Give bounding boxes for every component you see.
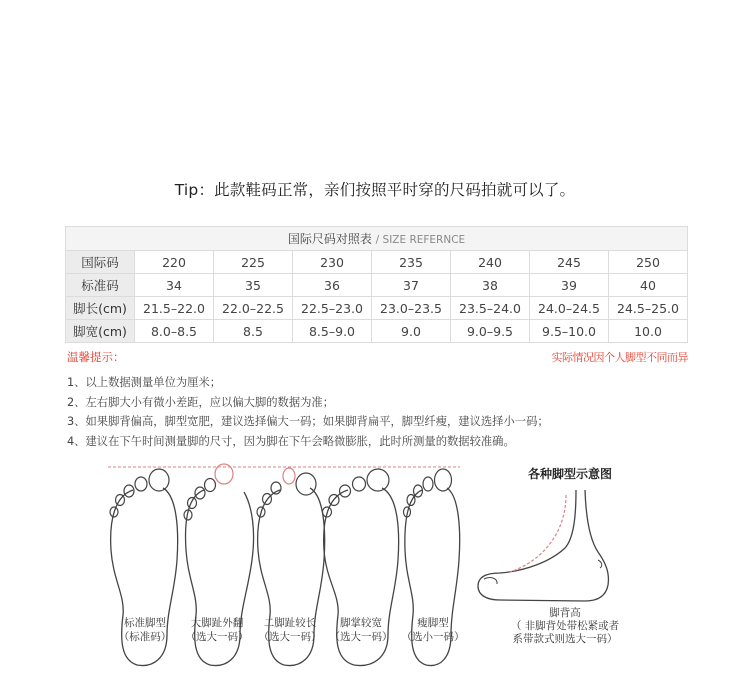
tip-item: 4、建议在下午时间测量脚的尺寸，因为脚在下午会略微膨胀，此时所测量的数据较准确。: [67, 434, 515, 448]
high-instep-name: 脚背高: [549, 607, 581, 619]
tip-text: Tip：此款鞋码正常，亲们按照平时穿的尺码拍就可以了。: [174, 181, 576, 199]
table-cell: 22.5–23.0: [293, 297, 372, 320]
table-cell: 36: [293, 274, 372, 297]
table-cell: 37: [372, 274, 451, 297]
row-header: 国际码: [66, 251, 135, 274]
table-cell: 24.5–25.0: [609, 297, 688, 320]
table-cell: 220: [135, 251, 214, 274]
table-cell: 38: [451, 274, 530, 297]
table-cell: 9.0–9.5: [451, 320, 530, 343]
tip-item: 1、以上数据测量单位为厘米；: [67, 376, 222, 389]
row-header: 标准码: [66, 274, 135, 297]
table-cell: 250: [609, 251, 688, 274]
size-chart-title: 国际尺码对照表: [287, 232, 372, 246]
table-cell: 39: [530, 274, 609, 297]
foot-type-advice: （选大一码）: [258, 631, 322, 643]
warm-tips-title: 温馨提示：: [67, 350, 125, 364]
table-cell: 35: [214, 274, 293, 297]
row-header: 脚宽(cm): [66, 320, 135, 343]
diagram-title: 各种脚型示意图: [528, 467, 613, 481]
table-cell: 225: [214, 251, 293, 274]
foot-type-advice: （选大一码）: [185, 631, 249, 643]
high-instep-advice-2: 系带款式则选大一码）: [512, 633, 618, 645]
foot-type-name: 瘦脚型: [417, 617, 449, 629]
table-cell: 23.5–24.0: [451, 297, 530, 320]
table-cell: 235: [372, 251, 451, 274]
table-cell: 22.0–22.5: [214, 297, 293, 320]
tip-item: 3、如果脚背偏高，脚型宽肥，建议选择偏大一码；如果脚背扁平，脚型纤瘦，建议选择小一码；: [67, 415, 549, 429]
size-chart-title-en: / SIZE REFERNCE: [375, 234, 466, 246]
foot-type-name: 标准脚型: [124, 617, 166, 629]
row-header: 脚长(cm): [66, 297, 135, 320]
table-cell: 245: [530, 251, 609, 274]
table-cell: 40: [609, 274, 688, 297]
table-cell: 10.0: [609, 320, 688, 343]
foot-type-name: 二脚趾较长: [263, 617, 317, 629]
table-cell: 34: [135, 274, 214, 297]
table-cell: 23.0–23.5: [372, 297, 451, 320]
table-cell: 8.0–8.5: [135, 320, 214, 343]
high-instep-label: [480, 607, 650, 646]
table-cell: 8.5–9.0: [293, 320, 372, 343]
foot-high-instep-icon: [478, 490, 608, 601]
foot-type-name: 脚掌较宽: [340, 617, 382, 629]
table-cell: 9.0: [372, 320, 451, 343]
table-cell: 240: [451, 251, 530, 274]
tip-item: 2、左右脚大小有微小差距，应以偏大脚的数据为准；: [67, 395, 335, 409]
foot-type-advice: （标准码）: [118, 631, 172, 643]
individual-difference-note: 实际情况因个人脚型不同而异: [551, 351, 688, 364]
high-instep-advice-1: （ 非脚背处带松紧或者: [510, 620, 620, 632]
table-cell: 8.5: [214, 320, 293, 343]
table-cell: 9.5–10.0: [530, 320, 609, 343]
table-cell: 21.5–22.0: [135, 297, 214, 320]
foot-type-name: 大脚趾外翻: [190, 617, 244, 629]
table-cell: 230: [293, 251, 372, 274]
foot-type-advice: （选小一码）: [401, 631, 465, 643]
foot-type-label: [388, 616, 478, 644]
foot-type-advice: （选大一码）: [329, 631, 393, 643]
table-cell: 24.0–24.5: [530, 297, 609, 320]
